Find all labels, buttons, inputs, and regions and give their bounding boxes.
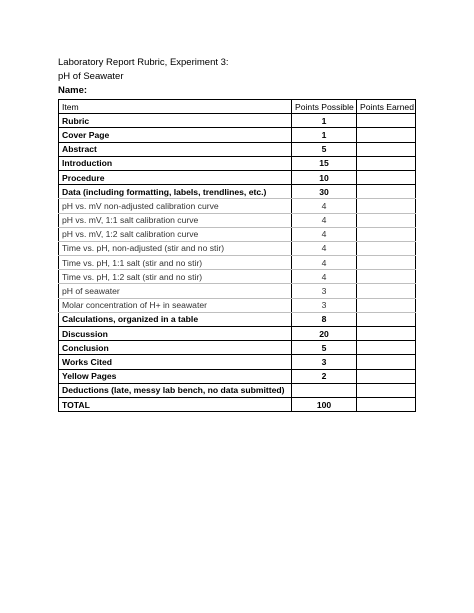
- table-row: [59, 312, 416, 326]
- row-item-label: pH of seawater: [59, 284, 292, 298]
- row-item-label: Data (including formatting, labels, trendlines, etc.): [59, 185, 292, 199]
- table-row: [59, 369, 416, 383]
- row-points-earned-cell[interactable]: [357, 227, 416, 241]
- table-row: [59, 355, 416, 369]
- row-points-possible: 8: [292, 312, 357, 326]
- row-points-earned-cell[interactable]: [357, 142, 416, 156]
- row-points-earned-cell[interactable]: [357, 199, 416, 213]
- table-row: [59, 142, 416, 156]
- document-subtitle: pH of Seawater: [58, 71, 124, 82]
- row-points-earned-cell[interactable]: [357, 213, 416, 227]
- row-points-possible: 4: [292, 213, 357, 227]
- table-row: [59, 199, 416, 213]
- table-row: [59, 341, 416, 355]
- row-points-possible: 5: [292, 142, 357, 156]
- document-title: Laboratory Report Rubric, Experiment 3:: [58, 57, 229, 68]
- row-points-earned-cell[interactable]: [357, 114, 416, 128]
- table-row: [59, 128, 416, 142]
- row-points-possible: 1: [292, 128, 357, 142]
- row-points-earned-cell[interactable]: [357, 256, 416, 270]
- row-item-label: Deductions (late, messy lab bench, no data submitted): [59, 383, 292, 397]
- row-points-earned-cell[interactable]: [357, 156, 416, 170]
- table-row: [59, 298, 416, 312]
- row-points-possible: 4: [292, 227, 357, 241]
- row-points-earned-cell[interactable]: [357, 170, 416, 184]
- row-points-possible: 4: [292, 270, 357, 284]
- row-item-label: pH vs. mV non-adjusted calibration curve: [59, 199, 292, 213]
- row-item-label: Calculations, organized in a table: [59, 312, 292, 326]
- column-header-points-earned: Points Earned: [357, 100, 416, 114]
- row-points-earned-cell[interactable]: [357, 312, 416, 326]
- table-row: [59, 114, 416, 128]
- rubric-table-body: [59, 114, 416, 412]
- row-item-label: Procedure: [59, 170, 292, 184]
- row-points-possible: 100: [292, 397, 357, 411]
- row-points-possible: 4: [292, 241, 357, 255]
- row-item-label: Time vs. pH, 1:1 salt (stir and no stir): [59, 256, 292, 270]
- row-points-earned-cell[interactable]: [357, 284, 416, 298]
- row-item-label: Yellow Pages: [59, 369, 292, 383]
- row-item-label: TOTAL: [59, 397, 292, 411]
- table-row: [59, 327, 416, 341]
- row-points-possible: [292, 383, 357, 397]
- row-points-possible: 5: [292, 341, 357, 355]
- row-points-possible: 3: [292, 355, 357, 369]
- row-points-possible: 3: [292, 298, 357, 312]
- rubric-table: [58, 99, 416, 412]
- row-points-earned-cell[interactable]: [357, 355, 416, 369]
- table-row: [59, 170, 416, 184]
- table-row: [59, 185, 416, 199]
- row-item-label: Introduction: [59, 156, 292, 170]
- row-points-earned-cell[interactable]: [357, 327, 416, 341]
- table-row: [59, 156, 416, 170]
- row-item-label: Works Cited: [59, 355, 292, 369]
- row-points-possible: 20: [292, 327, 357, 341]
- row-item-label: Rubric: [59, 114, 292, 128]
- row-item-label: Time vs. pH, non-adjusted (stir and no stir): [59, 241, 292, 255]
- column-header-item: Item: [59, 100, 292, 114]
- document-header: [58, 56, 229, 98]
- row-points-earned-cell[interactable]: [357, 298, 416, 312]
- row-points-earned-cell[interactable]: [357, 185, 416, 199]
- row-points-possible: 3: [292, 284, 357, 298]
- table-row: [59, 270, 416, 284]
- row-item-label: Molar concentration of H+ in seawater: [59, 298, 292, 312]
- row-item-label: Conclusion: [59, 341, 292, 355]
- row-points-earned-cell[interactable]: [357, 383, 416, 397]
- table-row: [59, 284, 416, 298]
- row-item-label: Cover Page: [59, 128, 292, 142]
- row-points-possible: 1: [292, 114, 357, 128]
- row-points-possible: 4: [292, 256, 357, 270]
- row-item-label: Time vs. pH, 1:2 salt (stir and no stir): [59, 270, 292, 284]
- row-item-label: Discussion: [59, 327, 292, 341]
- row-item-label: Abstract: [59, 142, 292, 156]
- table-row: [59, 213, 416, 227]
- row-points-earned-cell[interactable]: [357, 241, 416, 255]
- column-header-points-possible: Points Possible: [292, 100, 357, 114]
- row-points-possible: 10: [292, 170, 357, 184]
- row-points-possible: 2: [292, 369, 357, 383]
- row-points-possible: 4: [292, 199, 357, 213]
- row-points-earned-cell[interactable]: [357, 341, 416, 355]
- row-item-label: pH vs. mV, 1:2 salt calibration curve: [59, 227, 292, 241]
- row-points-possible: 30: [292, 185, 357, 199]
- table-row: [59, 241, 416, 255]
- row-points-earned-cell[interactable]: [357, 128, 416, 142]
- row-points-possible: 15: [292, 156, 357, 170]
- table-row: [59, 397, 416, 411]
- row-points-earned-cell[interactable]: [357, 270, 416, 284]
- row-points-earned-cell[interactable]: [357, 369, 416, 383]
- table-row: [59, 383, 416, 397]
- table-header-row: [59, 100, 416, 114]
- row-item-label: pH vs. mV, 1:1 salt calibration curve: [59, 213, 292, 227]
- table-row: [59, 227, 416, 241]
- row-points-earned-cell[interactable]: [357, 397, 416, 411]
- table-row: [59, 256, 416, 270]
- name-label: Name:: [58, 85, 88, 96]
